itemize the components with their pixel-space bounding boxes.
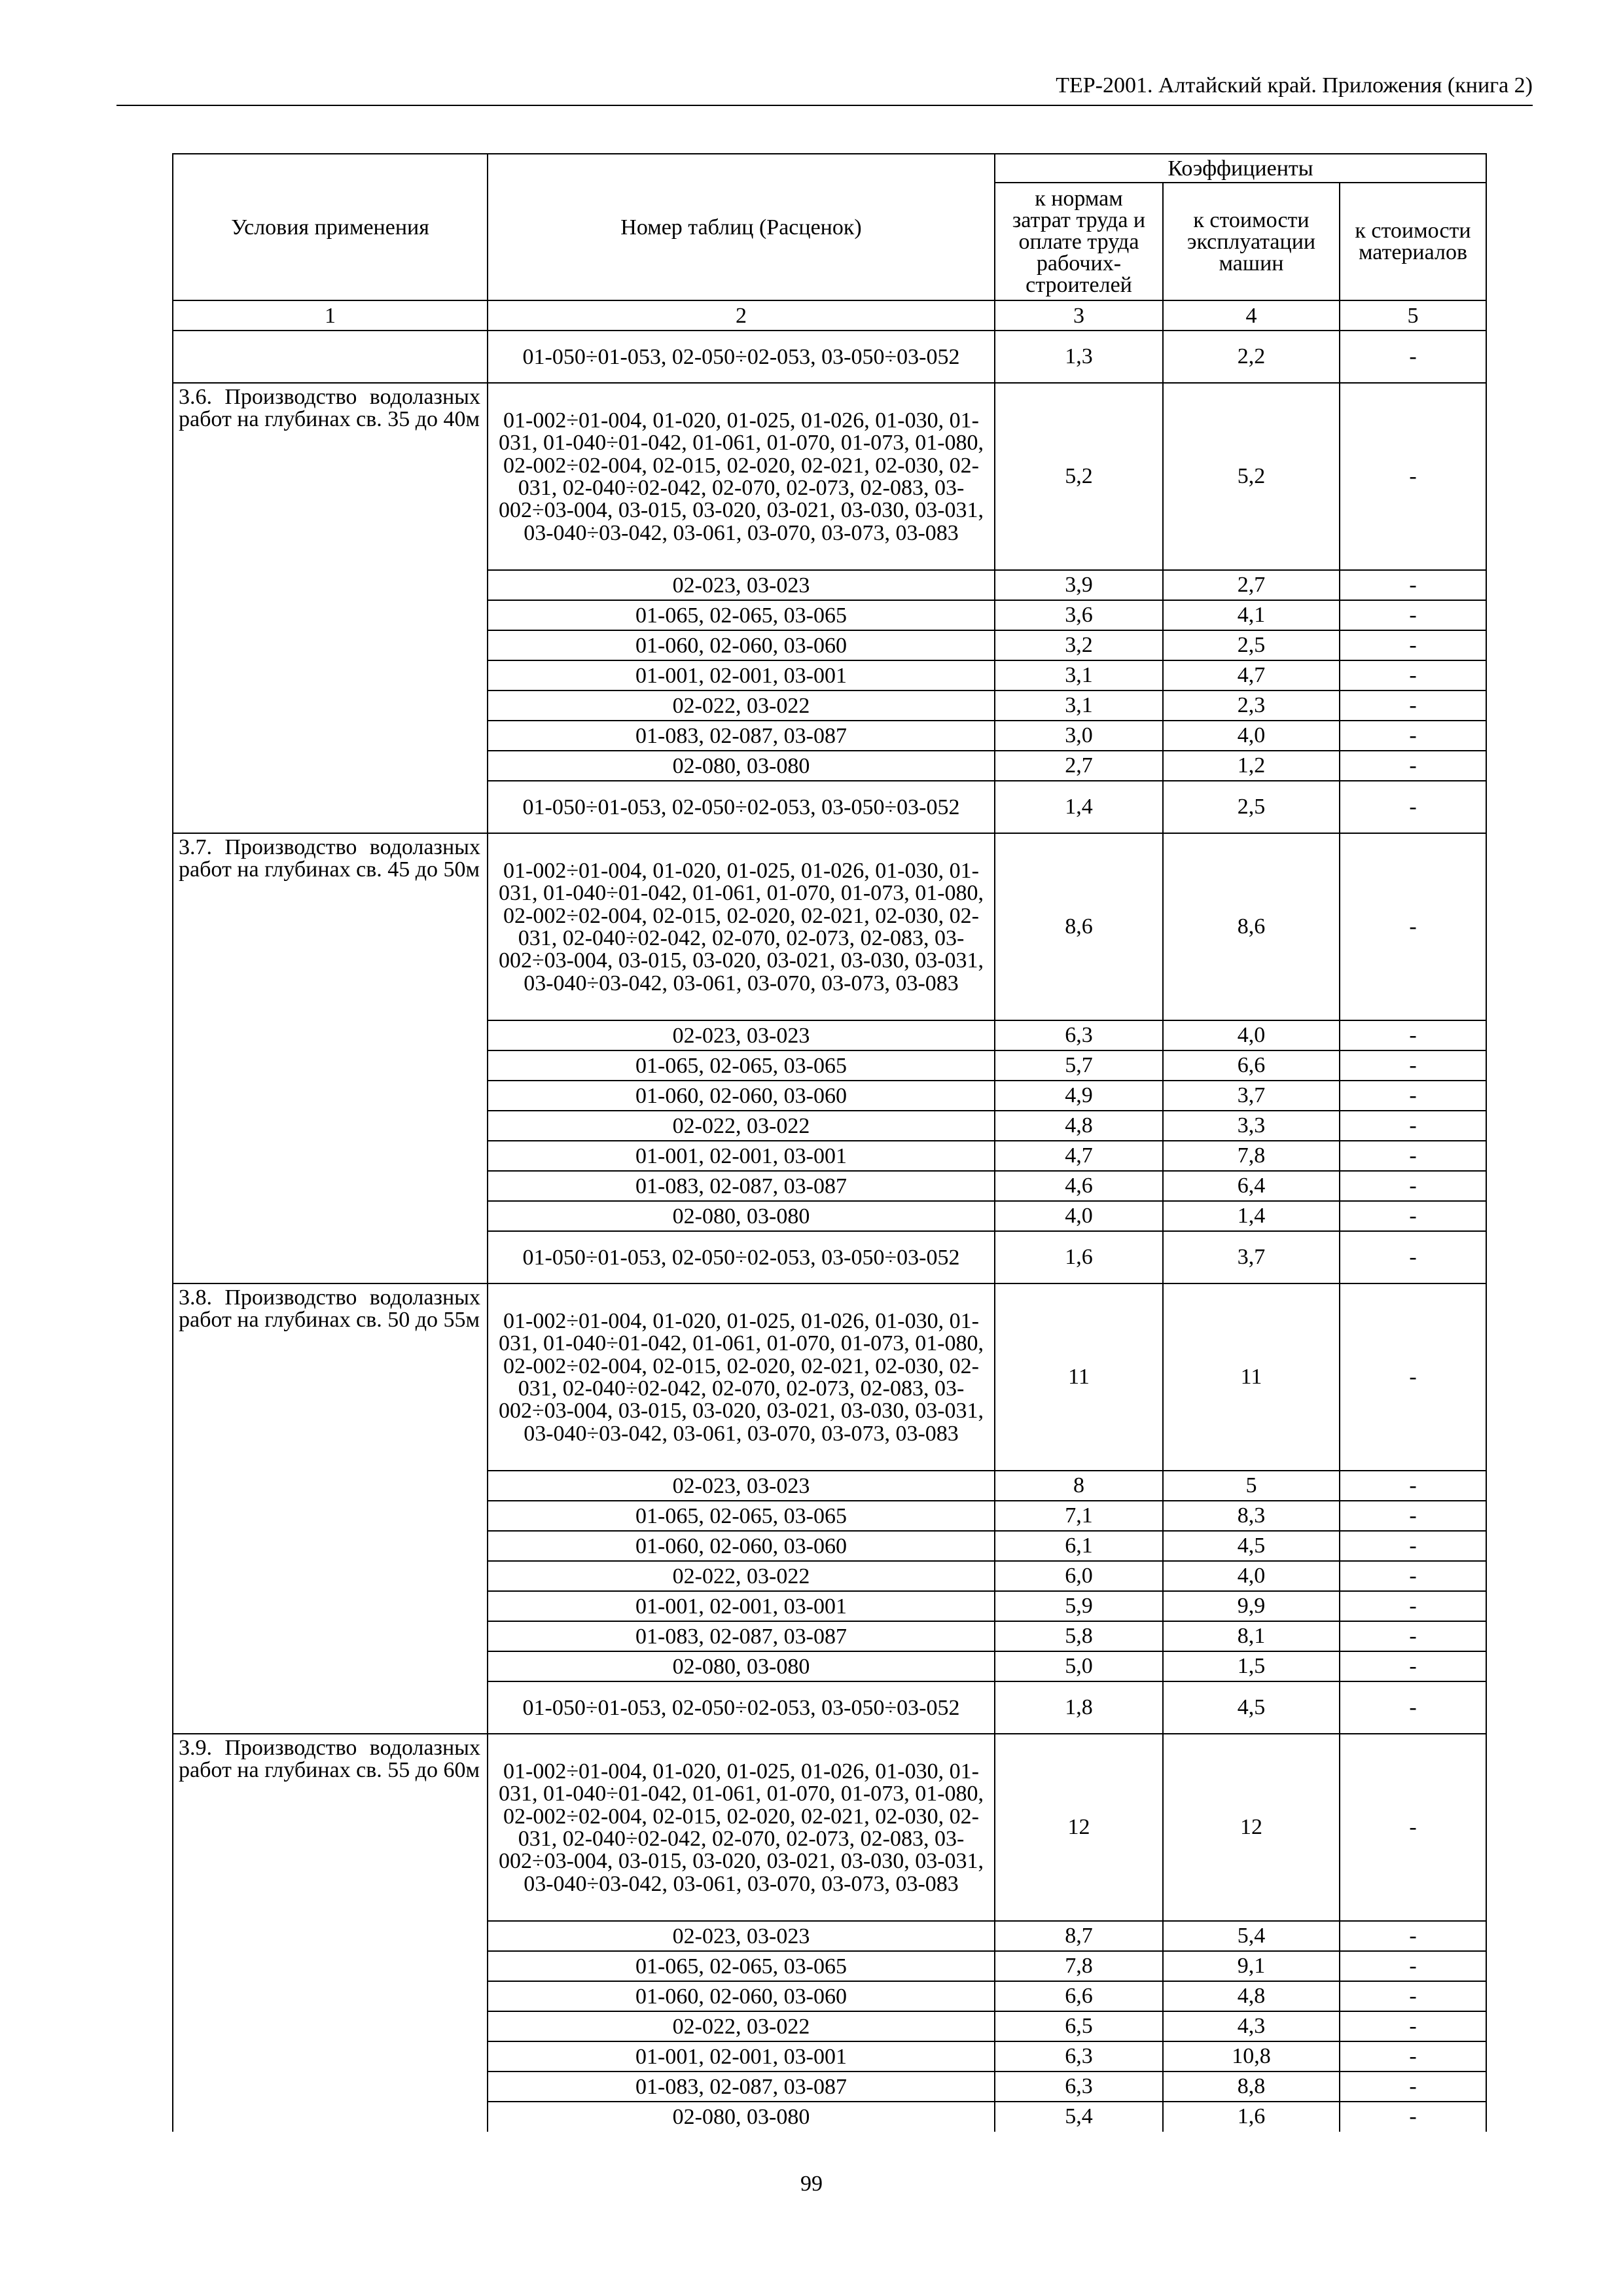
machines-coefficient-cell: 3,7 <box>1163 1081 1340 1111</box>
materials-coefficient-cell: - <box>1340 1171 1486 1201</box>
table-numbers-cell: 01-065, 02-065, 03-065 <box>488 1050 995 1081</box>
machines-coefficient-cell: 9,9 <box>1163 1591 1340 1621</box>
materials-coefficient-cell: - <box>1340 1283 1486 1471</box>
machines-coefficient-cell: 1,5 <box>1163 1651 1340 1681</box>
labor-coefficient-cell: 3,0 <box>995 721 1163 751</box>
labor-coefficient-cell: 2,7 <box>995 751 1163 781</box>
labor-coefficient-cell: 7,1 <box>995 1501 1163 1531</box>
labor-coefficient-cell: 11 <box>995 1283 1163 1471</box>
materials-coefficient-cell: - <box>1340 1561 1486 1591</box>
table-numbers-cell: 02-022, 03-022 <box>488 691 995 721</box>
table-numbers-cell: 01-050÷01-053, 02-050÷02-053, 03-050÷03-052 <box>488 331 995 383</box>
labor-coefficient-cell: 4,0 <box>995 1201 1163 1231</box>
machines-coefficient-cell: 4,5 <box>1163 1681 1340 1734</box>
col-header-conditions: Условия применения <box>173 154 488 300</box>
labor-coefficient-cell: 3,1 <box>995 691 1163 721</box>
labor-coefficient-cell: 6,3 <box>995 2041 1163 2072</box>
labor-coefficient-cell: 7,8 <box>995 1951 1163 1981</box>
table-numbers-cell: 02-023, 03-023 <box>488 1921 995 1951</box>
materials-coefficient-cell: - <box>1340 2102 1486 2132</box>
labor-coefficient-cell: 5,0 <box>995 1651 1163 1681</box>
machines-coefficient-cell: 2,5 <box>1163 630 1340 660</box>
table-numbers-cell: 02-022, 03-022 <box>488 2011 995 2041</box>
materials-coefficient-cell: - <box>1340 1591 1486 1621</box>
machines-coefficient-cell: 3,3 <box>1163 1111 1340 1141</box>
labor-coefficient-cell: 4,6 <box>995 1171 1163 1201</box>
machines-coefficient-cell: 4,8 <box>1163 1981 1340 2011</box>
running-header: ТЕР-2001. Алтайский край. Приложения (книга 2) <box>1056 73 1533 98</box>
table-row <box>173 833 1486 1020</box>
machines-coefficient-cell: 1,4 <box>1163 1201 1340 1231</box>
labor-coefficient-cell: 6,3 <box>995 2072 1163 2102</box>
table-numbers-cell: 01-001, 02-001, 03-001 <box>488 2041 995 2072</box>
col-header-tables: Номер таблиц (Расценок) <box>488 154 995 300</box>
labor-coefficient-cell: 12 <box>995 1734 1163 1921</box>
machines-coefficient-cell: 4,3 <box>1163 2011 1340 2041</box>
table-row <box>173 331 1486 383</box>
materials-coefficient-cell: - <box>1340 2041 1486 2072</box>
labor-coefficient-cell: 4,9 <box>995 1081 1163 1111</box>
labor-coefficient-cell: 5,7 <box>995 1050 1163 1081</box>
materials-coefficient-cell: - <box>1340 1951 1486 1981</box>
materials-coefficient-cell: - <box>1340 1531 1486 1561</box>
table-numbers-cell: 02-080, 03-080 <box>488 751 995 781</box>
table-numbers-cell: 02-080, 03-080 <box>488 1201 995 1231</box>
table-numbers-cell: 02-023, 03-023 <box>488 1020 995 1050</box>
materials-coefficient-cell: - <box>1340 383 1486 570</box>
col-header-machines: к стоимости эксплуатации машин <box>1163 183 1340 300</box>
materials-coefficient-cell: - <box>1340 331 1486 383</box>
table-numbers-cell: 01-002÷01-004, 01-020, 01-025, 01-026, 01-030, 01-031, 01-040÷01-042, 01-061, 01-070, 01-073, 01-080, 02-002÷02-004, 02-015, 02-020, 02-021, 02-030, 02-031, 02-040÷02-042, 02-070, 02-073, 02-083, 03-002÷03-004, 03-015, 03-020, 03-021, 03-030, 03-031, 03-040÷03-042, 03-061, 03-070, 03-073, 03-083 <box>488 833 995 1020</box>
machines-coefficient-cell: 5 <box>1163 1471 1340 1501</box>
materials-coefficient-cell: - <box>1340 1050 1486 1081</box>
condition-cell <box>173 331 488 383</box>
labor-coefficient-cell: 5,4 <box>995 2102 1163 2132</box>
machines-coefficient-cell: 12 <box>1163 1734 1340 1921</box>
labor-coefficient-cell: 6,5 <box>995 2011 1163 2041</box>
materials-coefficient-cell: - <box>1340 1020 1486 1050</box>
condition-cell: 3.7. Производство водолазных работ на глубинах св. 45 до 50м <box>173 833 488 1283</box>
table-numbers-cell: 01-002÷01-004, 01-020, 01-025, 01-026, 01-030, 01-031, 01-040÷01-042, 01-061, 01-070, 01-073, 01-080, 02-002÷02-004, 02-015, 02-020, 02-021, 02-030, 02-031, 02-040÷02-042, 02-070, 02-073, 02-083, 03-002÷03-004, 03-015, 03-020, 03-021, 03-030, 03-031, 03-040÷03-042, 03-061, 03-070, 03-073, 03-083 <box>488 1283 995 1471</box>
table-numbers-cell: 02-080, 03-080 <box>488 2102 995 2132</box>
machines-coefficient-cell: 2,5 <box>1163 781 1340 833</box>
page-number: 99 <box>800 2172 823 2196</box>
machines-coefficient-cell: 4,7 <box>1163 660 1340 691</box>
materials-coefficient-cell: - <box>1340 1981 1486 2011</box>
table-numbers-cell: 01-050÷01-053, 02-050÷02-053, 03-050÷03-052 <box>488 781 995 833</box>
header-rule <box>116 105 1533 106</box>
table-numbers-cell: 02-023, 03-023 <box>488 570 995 600</box>
labor-coefficient-cell: 4,7 <box>995 1141 1163 1171</box>
machines-coefficient-cell: 8,6 <box>1163 833 1340 1020</box>
materials-coefficient-cell: - <box>1340 1201 1486 1231</box>
table-numbers-cell: 01-083, 02-087, 03-087 <box>488 721 995 751</box>
table-numbers-cell: 01-002÷01-004, 01-020, 01-025, 01-026, 01-030, 01-031, 01-040÷01-042, 01-061, 01-070, 01-073, 01-080, 02-002÷02-004, 02-015, 02-020, 02-021, 02-030, 02-031, 02-040÷02-042, 02-070, 02-073, 02-083, 03-002÷03-004, 03-015, 03-020, 03-021, 03-030, 03-031, 03-040÷03-042, 03-061, 03-070, 03-073, 03-083 <box>488 383 995 570</box>
machines-coefficient-cell: 1,6 <box>1163 2102 1340 2132</box>
table-numbers-cell: 02-022, 03-022 <box>488 1111 995 1141</box>
table-row <box>173 1283 1486 1471</box>
labor-coefficient-cell: 6,0 <box>995 1561 1163 1591</box>
condition-cell: 3.9. Производство водолазных работ на глубинах св. 55 до 60м <box>173 1734 488 2132</box>
labor-coefficient-cell: 6,3 <box>995 1020 1163 1050</box>
machines-coefficient-cell: 6,6 <box>1163 1050 1340 1081</box>
labor-coefficient-cell: 5,8 <box>995 1621 1163 1651</box>
machines-coefficient-cell: 4,0 <box>1163 721 1340 751</box>
table-body <box>173 331 1486 2132</box>
materials-coefficient-cell: - <box>1340 1111 1486 1141</box>
table-row <box>173 1734 1486 1921</box>
machines-coefficient-cell: 6,4 <box>1163 1171 1340 1201</box>
machines-coefficient-cell: 10,8 <box>1163 2041 1340 2072</box>
materials-coefficient-cell: - <box>1340 1501 1486 1531</box>
table-numbers-cell: 01-060, 02-060, 03-060 <box>488 1531 995 1561</box>
table-numbers-cell: 02-023, 03-023 <box>488 1471 995 1501</box>
materials-coefficient-cell: - <box>1340 1231 1486 1283</box>
condition-cell: 3.8. Производство водолазных работ на глубинах св. 50 до 55м <box>173 1283 488 1734</box>
condition-cell: 3.6. Производство водолазных работ на глубинах св. 35 до 40м <box>173 383 488 833</box>
column-number: 5 <box>1340 300 1486 331</box>
machines-coefficient-cell: 4,5 <box>1163 1531 1340 1561</box>
materials-coefficient-cell: - <box>1340 721 1486 751</box>
materials-coefficient-cell: - <box>1340 691 1486 721</box>
table-numbers-cell: 01-060, 02-060, 03-060 <box>488 1081 995 1111</box>
materials-coefficient-cell: - <box>1340 1921 1486 1951</box>
labor-coefficient-cell: 1,3 <box>995 331 1163 383</box>
labor-coefficient-cell: 5,9 <box>995 1591 1163 1621</box>
table-row <box>173 383 1486 570</box>
table-header <box>173 154 1486 331</box>
machines-coefficient-cell: 2,2 <box>1163 331 1340 383</box>
table-numbers-cell: 01-060, 02-060, 03-060 <box>488 630 995 660</box>
table-numbers-cell: 01-050÷01-053, 02-050÷02-053, 03-050÷03-052 <box>488 1681 995 1734</box>
materials-coefficient-cell: - <box>1340 660 1486 691</box>
table-numbers-cell: 01-065, 02-065, 03-065 <box>488 1951 995 1981</box>
machines-coefficient-cell: 5,4 <box>1163 1921 1340 1951</box>
table-numbers-cell: 01-001, 02-001, 03-001 <box>488 660 995 691</box>
machines-coefficient-cell: 2,3 <box>1163 691 1340 721</box>
labor-coefficient-cell: 3,9 <box>995 570 1163 600</box>
column-number: 2 <box>488 300 995 331</box>
machines-coefficient-cell: 8,3 <box>1163 1501 1340 1531</box>
labor-coefficient-cell: 1,4 <box>995 781 1163 833</box>
labor-coefficient-cell: 8 <box>995 1471 1163 1501</box>
labor-coefficient-cell: 6,1 <box>995 1531 1163 1561</box>
table-numbers-cell: 02-080, 03-080 <box>488 1651 995 1681</box>
materials-coefficient-cell: - <box>1340 751 1486 781</box>
labor-coefficient-cell: 1,6 <box>995 1231 1163 1283</box>
machines-coefficient-cell: 2,7 <box>1163 570 1340 600</box>
table-numbers-cell: 01-083, 02-087, 03-087 <box>488 1171 995 1201</box>
column-number: 1 <box>173 300 488 331</box>
labor-coefficient-cell: 4,8 <box>995 1111 1163 1141</box>
materials-coefficient-cell: - <box>1340 1471 1486 1501</box>
machines-coefficient-cell: 7,8 <box>1163 1141 1340 1171</box>
table-numbers-cell: 01-060, 02-060, 03-060 <box>488 1981 995 2011</box>
machines-coefficient-cell: 4,1 <box>1163 600 1340 630</box>
machines-coefficient-cell: 4,0 <box>1163 1020 1340 1050</box>
table-numbers-cell: 01-001, 02-001, 03-001 <box>488 1141 995 1171</box>
labor-coefficient-cell: 3,2 <box>995 630 1163 660</box>
labor-coefficient-cell: 8,6 <box>995 833 1163 1020</box>
materials-coefficient-cell: - <box>1340 1734 1486 1921</box>
materials-coefficient-cell: - <box>1340 630 1486 660</box>
table-numbers-cell: 01-083, 02-087, 03-087 <box>488 1621 995 1651</box>
table-numbers-cell: 01-001, 02-001, 03-001 <box>488 1591 995 1621</box>
table-numbers-cell: 02-022, 03-022 <box>488 1561 995 1591</box>
column-number: 4 <box>1163 300 1340 331</box>
table-numbers-cell: 01-083, 02-087, 03-087 <box>488 2072 995 2102</box>
col-header-labor: к нормам затрат труда и оплате труда рабочих-строителей <box>995 183 1163 300</box>
table-numbers-cell: 01-050÷01-053, 02-050÷02-053, 03-050÷03-052 <box>488 1231 995 1283</box>
table-numbers-cell: 01-002÷01-004, 01-020, 01-025, 01-026, 01-030, 01-031, 01-040÷01-042, 01-061, 01-070, 01-073, 01-080, 02-002÷02-004, 02-015, 02-020, 02-021, 02-030, 02-031, 02-040÷02-042, 02-070, 02-073, 02-083, 03-002÷03-004, 03-015, 03-020, 03-021, 03-030, 03-031, 03-040÷03-042, 03-061, 03-070, 03-073, 03-083 <box>488 1734 995 1921</box>
materials-coefficient-cell: - <box>1340 570 1486 600</box>
machines-coefficient-cell: 9,1 <box>1163 1951 1340 1981</box>
machines-coefficient-cell: 1,2 <box>1163 751 1340 781</box>
machines-coefficient-cell: 3,7 <box>1163 1231 1340 1283</box>
materials-coefficient-cell: - <box>1340 833 1486 1020</box>
materials-coefficient-cell: - <box>1340 1651 1486 1681</box>
materials-coefficient-cell: - <box>1340 781 1486 833</box>
materials-coefficient-cell: - <box>1340 2011 1486 2041</box>
materials-coefficient-cell: - <box>1340 600 1486 630</box>
machines-coefficient-cell: 11 <box>1163 1283 1340 1471</box>
labor-coefficient-cell: 6,6 <box>995 1981 1163 2011</box>
materials-coefficient-cell: - <box>1340 2072 1486 2102</box>
labor-coefficient-cell: 3,6 <box>995 600 1163 630</box>
labor-coefficient-cell: 5,2 <box>995 383 1163 570</box>
materials-coefficient-cell: - <box>1340 1081 1486 1111</box>
col-header-materials: к стоимости материалов <box>1340 183 1486 300</box>
materials-coefficient-cell: - <box>1340 1621 1486 1651</box>
coefficients-table <box>172 153 1487 2132</box>
machines-coefficient-cell: 4,0 <box>1163 1561 1340 1591</box>
labor-coefficient-cell: 3,1 <box>995 660 1163 691</box>
machines-coefficient-cell: 8,8 <box>1163 2072 1340 2102</box>
labor-coefficient-cell: 1,8 <box>995 1681 1163 1734</box>
machines-coefficient-cell: 5,2 <box>1163 383 1340 570</box>
col-header-coefficients: Коэффициенты <box>995 154 1486 183</box>
materials-coefficient-cell: - <box>1340 1681 1486 1734</box>
machines-coefficient-cell: 8,1 <box>1163 1621 1340 1651</box>
labor-coefficient-cell: 8,7 <box>995 1921 1163 1951</box>
column-number-row <box>173 300 1486 331</box>
column-number: 3 <box>995 300 1163 331</box>
table-numbers-cell: 01-065, 02-065, 03-065 <box>488 1501 995 1531</box>
materials-coefficient-cell: - <box>1340 1141 1486 1171</box>
table-numbers-cell: 01-065, 02-065, 03-065 <box>488 600 995 630</box>
